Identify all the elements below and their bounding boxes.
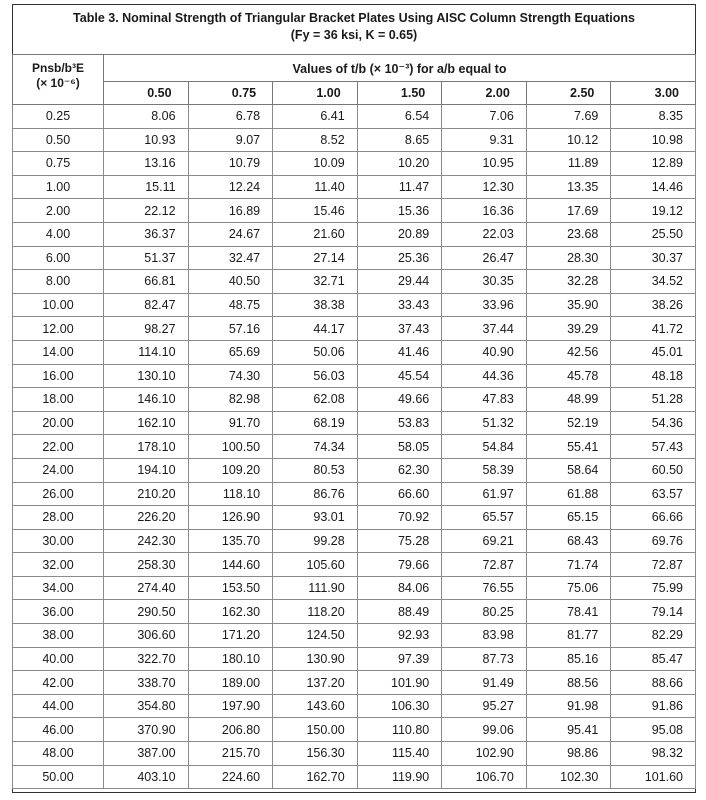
row-label-cell: 0.25 <box>13 105 104 129</box>
value-cell: 91.49 <box>442 671 527 695</box>
value-cell: 110.80 <box>357 718 442 742</box>
table-row <box>13 765 696 789</box>
value-cell: 85.47 <box>611 647 696 671</box>
value-cell: 16.89 <box>188 199 273 223</box>
value-cell: 88.66 <box>611 671 696 695</box>
value-cell: 38.26 <box>611 293 696 317</box>
value-cell: 189.00 <box>188 671 273 695</box>
value-cell: 98.32 <box>611 742 696 766</box>
value-cell: 40.50 <box>188 270 273 294</box>
value-cell: 70.92 <box>357 506 442 530</box>
value-cell: 80.25 <box>442 600 527 624</box>
value-cell: 99.06 <box>442 718 527 742</box>
table-row <box>13 388 696 412</box>
value-cell: 91.86 <box>611 694 696 718</box>
value-cell: 28.30 <box>526 246 611 270</box>
strength-table <box>12 54 696 789</box>
value-cell: 194.10 <box>104 458 189 482</box>
value-cell: 13.35 <box>526 175 611 199</box>
table-row <box>13 576 696 600</box>
value-cell: 162.30 <box>188 600 273 624</box>
value-cell: 66.60 <box>357 482 442 506</box>
value-cell: 306.60 <box>104 624 189 648</box>
value-cell: 8.35 <box>611 105 696 129</box>
table-row <box>13 317 696 341</box>
table-row <box>13 222 696 246</box>
value-cell: 15.46 <box>273 199 358 223</box>
value-cell: 171.20 <box>188 624 273 648</box>
stub-header <box>13 55 104 105</box>
value-cell: 44.17 <box>273 317 358 341</box>
value-cell: 33.96 <box>442 293 527 317</box>
value-cell: 45.01 <box>611 340 696 364</box>
value-cell: 32.47 <box>188 246 273 270</box>
value-cell: 54.84 <box>442 435 527 459</box>
value-cell: 118.20 <box>273 600 358 624</box>
column-header: 2.50 <box>526 82 611 105</box>
span-header: Values of t/b (× 10⁻³) for a/b equal to <box>104 55 696 82</box>
value-cell: 62.08 <box>273 388 358 412</box>
value-cell: 45.78 <box>526 364 611 388</box>
value-cell: 41.46 <box>357 340 442 364</box>
value-cell: 35.90 <box>526 293 611 317</box>
value-cell: 30.35 <box>442 270 527 294</box>
value-cell: 144.60 <box>188 553 273 577</box>
value-cell: 290.50 <box>104 600 189 624</box>
value-cell: 45.54 <box>357 364 442 388</box>
table-row <box>13 293 696 317</box>
value-cell: 50.06 <box>273 340 358 364</box>
value-cell: 124.50 <box>273 624 358 648</box>
value-cell: 63.57 <box>611 482 696 506</box>
value-cell: 11.40 <box>273 175 358 199</box>
value-cell: 21.60 <box>273 222 358 246</box>
value-cell: 53.83 <box>357 411 442 435</box>
value-cell: 58.39 <box>442 458 527 482</box>
value-cell: 75.99 <box>611 576 696 600</box>
table-row <box>13 340 696 364</box>
value-cell: 82.98 <box>188 388 273 412</box>
value-cell: 15.36 <box>357 199 442 223</box>
value-cell: 16.36 <box>442 199 527 223</box>
value-cell: 10.12 <box>526 128 611 152</box>
value-cell: 65.57 <box>442 506 527 530</box>
value-cell: 79.66 <box>357 553 442 577</box>
value-cell: 22.12 <box>104 199 189 223</box>
value-cell: 66.66 <box>611 506 696 530</box>
value-cell: 102.30 <box>526 765 611 789</box>
value-cell: 22.03 <box>442 222 527 246</box>
table-row <box>13 553 696 577</box>
value-cell: 62.30 <box>357 458 442 482</box>
value-cell: 180.10 <box>188 647 273 671</box>
table-row <box>13 529 696 553</box>
row-label-cell: 12.00 <box>13 317 104 341</box>
value-cell: 9.07 <box>188 128 273 152</box>
value-cell: 49.66 <box>357 388 442 412</box>
value-cell: 51.32 <box>442 411 527 435</box>
table-row <box>13 105 696 129</box>
value-cell: 115.40 <box>357 742 442 766</box>
value-cell: 76.55 <box>442 576 527 600</box>
value-cell: 51.37 <box>104 246 189 270</box>
value-cell: 44.36 <box>442 364 527 388</box>
value-cell: 135.70 <box>188 529 273 553</box>
column-header: 1.50 <box>357 82 442 105</box>
value-cell: 75.06 <box>526 576 611 600</box>
value-cell: 95.27 <box>442 694 527 718</box>
table-frame <box>12 4 696 793</box>
value-cell: 88.49 <box>357 600 442 624</box>
column-header: 2.00 <box>442 82 527 105</box>
value-cell: 17.69 <box>526 199 611 223</box>
value-cell: 130.10 <box>104 364 189 388</box>
row-label-cell: 18.00 <box>13 388 104 412</box>
value-cell: 14.46 <box>611 175 696 199</box>
value-cell: 11.89 <box>526 152 611 176</box>
table-row <box>13 458 696 482</box>
value-cell: 19.12 <box>611 199 696 223</box>
value-cell: 143.60 <box>273 694 358 718</box>
value-cell: 36.37 <box>104 222 189 246</box>
table-title <box>13 5 695 55</box>
value-cell: 32.28 <box>526 270 611 294</box>
value-cell: 10.98 <box>611 128 696 152</box>
value-cell: 52.19 <box>526 411 611 435</box>
row-label-cell: 50.00 <box>13 765 104 789</box>
value-cell: 106.30 <box>357 694 442 718</box>
row-label-cell: 48.00 <box>13 742 104 766</box>
value-cell: 274.40 <box>104 576 189 600</box>
value-cell: 66.81 <box>104 270 189 294</box>
row-label-cell: 32.00 <box>13 553 104 577</box>
value-cell: 354.80 <box>104 694 189 718</box>
value-cell: 87.73 <box>442 647 527 671</box>
value-cell: 68.43 <box>526 529 611 553</box>
row-label-cell: 8.00 <box>13 270 104 294</box>
table-row <box>13 246 696 270</box>
table-row <box>13 411 696 435</box>
row-label-cell: 26.00 <box>13 482 104 506</box>
stub-header-line-2: (× 10⁻⁶) <box>36 76 80 90</box>
table-row <box>13 694 696 718</box>
row-label-cell: 28.00 <box>13 506 104 530</box>
value-cell: 387.00 <box>104 742 189 766</box>
value-cell: 37.44 <box>442 317 527 341</box>
table-row <box>13 128 696 152</box>
value-cell: 83.98 <box>442 624 527 648</box>
value-cell: 92.93 <box>357 624 442 648</box>
value-cell: 93.01 <box>273 506 358 530</box>
table-row <box>13 647 696 671</box>
value-cell: 6.41 <box>273 105 358 129</box>
value-cell: 41.72 <box>611 317 696 341</box>
value-cell: 12.30 <box>442 175 527 199</box>
value-cell: 11.47 <box>357 175 442 199</box>
table-row <box>13 718 696 742</box>
value-cell: 82.47 <box>104 293 189 317</box>
table-row <box>13 624 696 648</box>
table-row <box>13 600 696 624</box>
value-cell: 111.90 <box>273 576 358 600</box>
value-cell: 242.30 <box>104 529 189 553</box>
value-cell: 403.10 <box>104 765 189 789</box>
row-label-cell: 16.00 <box>13 364 104 388</box>
value-cell: 78.41 <box>526 600 611 624</box>
row-label-cell: 38.00 <box>13 624 104 648</box>
table-row <box>13 199 696 223</box>
value-cell: 75.28 <box>357 529 442 553</box>
value-cell: 40.90 <box>442 340 527 364</box>
title-line-2: (Fy = 36 ksi, K = 0.65) <box>290 28 418 42</box>
value-cell: 65.15 <box>526 506 611 530</box>
value-cell: 7.06 <box>442 105 527 129</box>
value-cell: 102.90 <box>442 742 527 766</box>
row-label-cell: 36.00 <box>13 600 104 624</box>
value-cell: 126.90 <box>188 506 273 530</box>
value-cell: 137.20 <box>273 671 358 695</box>
value-cell: 6.54 <box>357 105 442 129</box>
value-cell: 58.05 <box>357 435 442 459</box>
value-cell: 72.87 <box>611 553 696 577</box>
value-cell: 226.20 <box>104 506 189 530</box>
value-cell: 48.99 <box>526 388 611 412</box>
value-cell: 91.98 <box>526 694 611 718</box>
value-cell: 100.50 <box>188 435 273 459</box>
value-cell: 338.70 <box>104 671 189 695</box>
value-cell: 146.10 <box>104 388 189 412</box>
value-cell: 38.38 <box>273 293 358 317</box>
value-cell: 10.95 <box>442 152 527 176</box>
value-cell: 114.10 <box>104 340 189 364</box>
table-row <box>13 270 696 294</box>
value-cell: 91.70 <box>188 411 273 435</box>
row-label-cell: 34.00 <box>13 576 104 600</box>
value-cell: 48.75 <box>188 293 273 317</box>
value-cell: 34.52 <box>611 270 696 294</box>
value-cell: 80.53 <box>273 458 358 482</box>
table-row <box>13 482 696 506</box>
value-cell: 20.89 <box>357 222 442 246</box>
value-cell: 81.77 <box>526 624 611 648</box>
value-cell: 55.41 <box>526 435 611 459</box>
value-cell: 210.20 <box>104 482 189 506</box>
row-label-cell: 30.00 <box>13 529 104 553</box>
value-cell: 79.14 <box>611 600 696 624</box>
table-row <box>13 364 696 388</box>
row-label-cell: 4.00 <box>13 222 104 246</box>
value-cell: 8.65 <box>357 128 442 152</box>
value-cell: 12.24 <box>188 175 273 199</box>
value-cell: 32.71 <box>273 270 358 294</box>
value-cell: 74.34 <box>273 435 358 459</box>
value-cell: 60.50 <box>611 458 696 482</box>
row-label-cell: 10.00 <box>13 293 104 317</box>
value-cell: 57.16 <box>188 317 273 341</box>
column-header: 0.75 <box>188 82 273 105</box>
value-cell: 61.88 <box>526 482 611 506</box>
value-cell: 153.50 <box>188 576 273 600</box>
value-cell: 106.70 <box>442 765 527 789</box>
column-header: 3.00 <box>611 82 696 105</box>
value-cell: 98.86 <box>526 742 611 766</box>
value-cell: 51.28 <box>611 388 696 412</box>
value-cell: 105.60 <box>273 553 358 577</box>
value-cell: 65.69 <box>188 340 273 364</box>
row-label-cell: 1.00 <box>13 175 104 199</box>
value-cell: 15.11 <box>104 175 189 199</box>
row-label-cell: 44.00 <box>13 694 104 718</box>
value-cell: 61.97 <box>442 482 527 506</box>
value-cell: 156.30 <box>273 742 358 766</box>
value-cell: 72.87 <box>442 553 527 577</box>
row-label-cell: 22.00 <box>13 435 104 459</box>
value-cell: 119.90 <box>357 765 442 789</box>
value-cell: 8.52 <box>273 128 358 152</box>
table-row <box>13 435 696 459</box>
title-line-1: Table 3. Nominal Strength of Triangular Bracket Plates Using AISC Column Strength Equations <box>73 11 635 25</box>
value-cell: 98.27 <box>104 317 189 341</box>
value-cell: 10.20 <box>357 152 442 176</box>
value-cell: 48.18 <box>611 364 696 388</box>
value-cell: 85.16 <box>526 647 611 671</box>
row-label-cell: 24.00 <box>13 458 104 482</box>
table-row <box>13 175 696 199</box>
value-cell: 47.83 <box>442 388 527 412</box>
value-cell: 25.36 <box>357 246 442 270</box>
value-cell: 178.10 <box>104 435 189 459</box>
value-cell: 39.29 <box>526 317 611 341</box>
table-row <box>13 671 696 695</box>
value-cell: 86.76 <box>273 482 358 506</box>
value-cell: 370.90 <box>104 718 189 742</box>
column-header: 1.00 <box>273 82 358 105</box>
column-header: 0.50 <box>104 82 189 105</box>
value-cell: 24.67 <box>188 222 273 246</box>
value-cell: 97.39 <box>357 647 442 671</box>
table-row <box>13 152 696 176</box>
value-cell: 8.06 <box>104 105 189 129</box>
row-label-cell: 6.00 <box>13 246 104 270</box>
row-label-cell: 40.00 <box>13 647 104 671</box>
value-cell: 197.90 <box>188 694 273 718</box>
stub-header-line-1: Pnsb/b³E <box>31 61 84 75</box>
value-cell: 29.44 <box>357 270 442 294</box>
row-label-cell: 20.00 <box>13 411 104 435</box>
value-cell: 37.43 <box>357 317 442 341</box>
value-cell: 69.76 <box>611 529 696 553</box>
value-cell: 215.70 <box>188 742 273 766</box>
value-cell: 162.70 <box>273 765 358 789</box>
value-cell: 101.60 <box>611 765 696 789</box>
value-cell: 12.89 <box>611 152 696 176</box>
value-cell: 118.10 <box>188 482 273 506</box>
value-cell: 6.78 <box>188 105 273 129</box>
row-label-cell: 42.00 <box>13 671 104 695</box>
value-cell: 74.30 <box>188 364 273 388</box>
value-cell: 58.64 <box>526 458 611 482</box>
value-cell: 7.69 <box>526 105 611 129</box>
value-cell: 54.36 <box>611 411 696 435</box>
value-cell: 69.21 <box>442 529 527 553</box>
value-cell: 27.14 <box>273 246 358 270</box>
value-cell: 10.09 <box>273 152 358 176</box>
value-cell: 88.56 <box>526 671 611 695</box>
value-cell: 258.30 <box>104 553 189 577</box>
value-cell: 26.47 <box>442 246 527 270</box>
row-label-cell: 46.00 <box>13 718 104 742</box>
value-cell: 95.41 <box>526 718 611 742</box>
value-cell: 101.90 <box>357 671 442 695</box>
value-cell: 84.06 <box>357 576 442 600</box>
value-cell: 42.56 <box>526 340 611 364</box>
value-cell: 130.90 <box>273 647 358 671</box>
value-cell: 109.20 <box>188 458 273 482</box>
value-cell: 10.79 <box>188 152 273 176</box>
value-cell: 224.60 <box>188 765 273 789</box>
value-cell: 25.50 <box>611 222 696 246</box>
value-cell: 23.68 <box>526 222 611 246</box>
value-cell: 206.80 <box>188 718 273 742</box>
value-cell: 82.29 <box>611 624 696 648</box>
table-row <box>13 742 696 766</box>
value-cell: 150.00 <box>273 718 358 742</box>
row-label-cell: 2.00 <box>13 199 104 223</box>
value-cell: 71.74 <box>526 553 611 577</box>
row-label-cell: 0.75 <box>13 152 104 176</box>
value-cell: 68.19 <box>273 411 358 435</box>
value-cell: 56.03 <box>273 364 358 388</box>
value-cell: 99.28 <box>273 529 358 553</box>
value-cell: 162.10 <box>104 411 189 435</box>
value-cell: 95.08 <box>611 718 696 742</box>
value-cell: 9.31 <box>442 128 527 152</box>
table-row <box>13 506 696 530</box>
value-cell: 57.43 <box>611 435 696 459</box>
value-cell: 33.43 <box>357 293 442 317</box>
row-label-cell: 0.50 <box>13 128 104 152</box>
value-cell: 322.70 <box>104 647 189 671</box>
value-cell: 30.37 <box>611 246 696 270</box>
value-cell: 10.93 <box>104 128 189 152</box>
value-cell: 13.16 <box>104 152 189 176</box>
row-label-cell: 14.00 <box>13 340 104 364</box>
